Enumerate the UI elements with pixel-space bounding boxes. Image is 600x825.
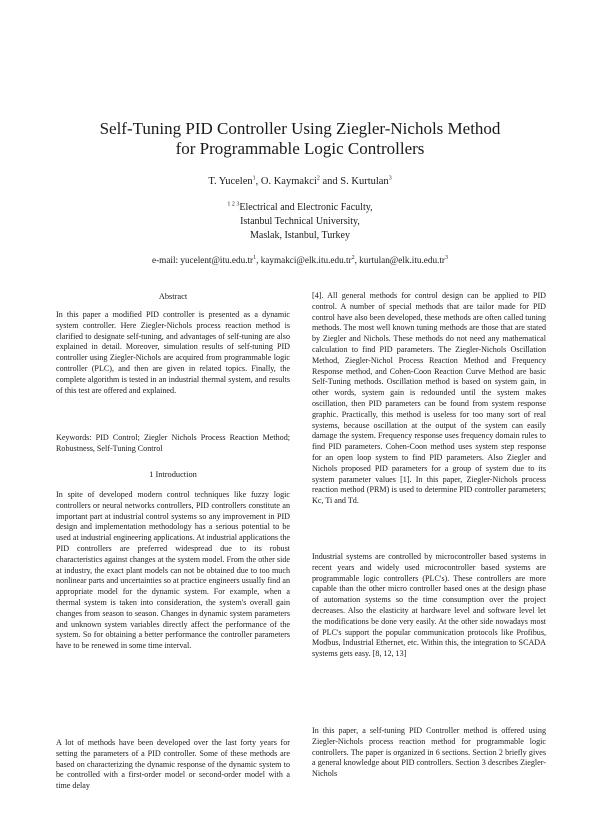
author-3: and S. Kurtulan — [319, 176, 389, 187]
email-3[interactable]: , kurtulan@elk.itu.edu.tr — [354, 255, 445, 265]
email-2-superscript: 2 — [351, 254, 355, 261]
email-2[interactable]: , kaymakci@elk.itu.edu.tr — [256, 255, 352, 265]
introduction-heading: 1 Introduction — [149, 470, 197, 479]
introduction-paragraph-1: In spite of developed modern control techniques like fuzzy logic controllers or neural networks controllers, PID controllers constitute an important part at industrial control systems so any improvement in PID design and implementation methodology has a serious potential to be used at industrial engineering applications. At industrial applications the PID controllers are preferred widespread due to its robust characteristics against changes at the system model. From the other side at industry, the exact plant models can not be obtained due to too much nonlinear parts and uncertainties so at practice engineers usually find an appropriate model for the dynamic system. For example, when a thermal system is taken into consideration, the system's overall gain changes from season to season. Changes in dynamic system parameters and unknown system variables directly affect the performance of the system. So for obtaining a better performance the controller parameters have to be renewed in some time interval. — [56, 490, 290, 651]
author-list — [40, 176, 560, 187]
affiliation-line-3: Maslak, Istanbul, Turkey — [250, 230, 350, 241]
affiliation-superscript: 1 2 3 — [227, 201, 240, 208]
abstract-heading: Abstract — [158, 292, 188, 301]
email-1[interactable]: e-mail: yucelent@itu.edu.tr — [152, 255, 254, 265]
author-2: , O. Kaymakci — [255, 176, 317, 187]
abstract-body: In this paper a modified PID controller is presented as a dynamic system controller. Here Ziegler-Nichols process reaction method is clarified to designate self-tuning, and advantages of self-tuning are also explained in detail. Moreover, simulation results of self-tuning PID controller using Ziegler-Nichols are acquired from programmable logic controller (PLC), and then are given in related topics. Finally, the complete algorithm is tested in an industrial thermal system, and results of this test are offered and explained. — [56, 310, 290, 395]
right-paragraph-2: Industrial systems are controlled by microcontroller based systems in recent years and widely used microcontroller based systems are programmable logic controllers (PLC's). These controllers are more capable than the other micro controller based ones at the design phase of automation systems so the time consumption over the project decreases. Also the elasticity at hardware level and software level let the modifications be done very easily. At the other side nowadays most of PLC's support the popular communication protocols like Profibus, Modbus, Industrial Ethernet, etc. Within this, the integration to SCADA systems gets easy. [8, 12, 13] — [312, 552, 546, 659]
right-paragraph-1: [4]. All general methods for control design can be applied to PID control. A number of special methods that are tailor made for PID control have also been developed, these methods are often called tuning methods. The most well known tuning methods are those that are stated by Ziegler and Nichols. These methods do not need any mathematical calculation to find PID parameters. The Ziegler-Nichols Oscillation Method, Ziegler-Nichol Process Reaction Method and Frequency Response method, and Cohen-Coon Reaction Curve Method are basic Self-Tuning methods. Oscillation method is based on system gain, in other words, system gain is redounded until the system makes oscillation, then PID parameters can be found from system response graphic. Practically, this method is useless for too many sort of real systems, because oscillation at the output of the system can easily damage the system. Frequency response uses frequency domain rules to find PID parameters. Cohen-Coon method uses system step response for an open loop system to find PID parameters. Also Ziegler and Nichols proposed PID parameters for a group of system due to its system parameter values [1]. In this paper, Ziegler-Nichols process reaction method (PRM) is used to determine PID controller parameters; Kc, Ti and Td. — [312, 291, 546, 506]
author-1-superscript: 1 — [252, 175, 256, 182]
email-3-superscript: 3 — [444, 254, 448, 261]
author-1: T. Yucelen — [208, 176, 253, 187]
keywords: Keywords: PID Control; Ziegler Nichols Process Reaction Method; Robustness, Self-Tuning Control — [56, 433, 290, 453]
author-2-superscript: 2 — [316, 175, 320, 182]
email-1-superscript: 1 — [253, 254, 257, 261]
paper-title-line-2: for Programmable Logic Controllers — [175, 139, 425, 158]
affiliation-line-2: Istanbul Technical University, — [240, 216, 360, 227]
affiliation-faculty: Electrical and Electronic Faculty, — [239, 202, 373, 213]
introduction-paragraph-2: A lot of methods have been developed over the last forty years for setting the parameters of a PID controller. Some of these methods are based on characterizing the dynamic response of the dynamic system to be controlled with a first-order model or second-order model with a time delay — [56, 738, 290, 791]
paper-title-line-1: Self-Tuning PID Controller Using Ziegler-Nichols Method — [99, 119, 501, 138]
affiliation-line-1 — [40, 201, 560, 215]
author-3-superscript: 3 — [388, 175, 392, 182]
email-line — [40, 255, 560, 265]
right-paragraph-3: In this paper, a self-tuning PID Controller method is offered using Ziegler-Nichols process reaction method for programmable logic controllers. The paper is organized in 6 sections. Section 2 briefly gives a general knowledge about PID controllers. Section 3 describes Ziegler-Nichols — [312, 726, 546, 779]
